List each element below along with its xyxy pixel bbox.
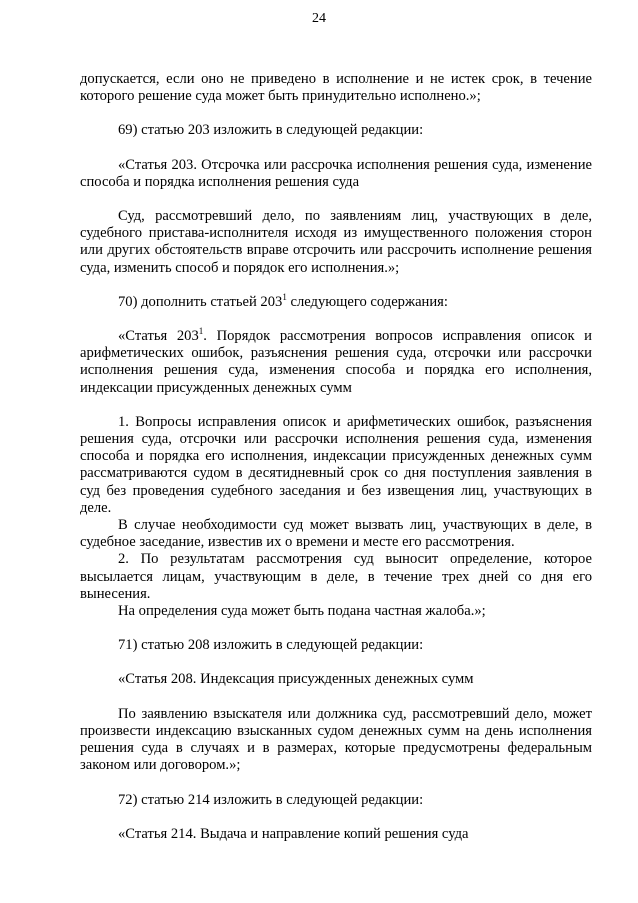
article-203-1-part-2: 2. По результатам рассмотрения суд выносит определение, которое высылается лицам, участвующим в деле, в течение трех дней со дня его вынесения. bbox=[80, 551, 592, 602]
article-203-body: Суд, рассмотревший дело, по заявлениям лиц, участвующих в деле, судебного пристава-исполнителя исходя из имущественного положения сторон или других обстоятельств вправе отсрочить или рассрочить исполнение решения суда, изменить способ и порядок его исполнения.»; bbox=[80, 208, 592, 276]
article-203-1-superscript: 1 bbox=[198, 326, 204, 337]
article-203-heading: «Статья 203. Отсрочка или рассрочка исполнения решения суда, изменение способа и порядка исполнения решения суда bbox=[80, 156, 592, 190]
article-208-heading: «Статья 208. Индексация присужденных денежных сумм bbox=[118, 671, 474, 688]
article-203-1-heading-before: «Статья 203 bbox=[118, 328, 199, 345]
article-214-heading: «Статья 214. Выдача и направление копий решения суда bbox=[118, 825, 469, 842]
article-203-1-heading bbox=[80, 328, 592, 397]
amendment-70-instruction bbox=[80, 291, 592, 311]
article-203-1-part-2-paragraph-2: На определения суда может быть подана частная жалоба.»; bbox=[118, 603, 486, 620]
amendment-71-instruction: 71) статью 208 изложить в следующей редакции: bbox=[118, 637, 424, 654]
amendment-70-text-before: 70) дополнить статьей 203 bbox=[118, 293, 283, 310]
article-203-1-part-1: 1. Вопросы исправления описок и арифметических ошибок, разъяснения решения суда, отсрочки или рассрочки исполнения решения суда, изменения способа и порядка его исполнения, индексации присужденных денежных сумм рассматриваются судом в десятидневный срок со дня поступления заявления в суд без проведения судебного заседания и без извещения лиц, участвующих в деле. bbox=[80, 413, 592, 516]
document-body bbox=[80, 71, 592, 843]
article-208-body: По заявлению взыскателя или должника суд, рассмотревший дело, может произвести индексацию взысканных судом денежных сумм на день исполнения решения суда в случаях и в размерах, которые предусмотрены федеральным законом или договором.»; bbox=[80, 705, 592, 774]
amendment-70-text-after: следующего содержания: bbox=[286, 293, 448, 310]
amendment-72-instruction: 72) статью 214 изложить в следующей редакции: bbox=[118, 791, 424, 808]
page-number: 24 bbox=[312, 11, 326, 26]
amendment-70-superscript: 1 bbox=[282, 291, 287, 302]
amendment-69-instruction: 69) статью 203 изложить в следующей редакции: bbox=[118, 122, 424, 139]
article-203-1-heading-after: . Порядок рассмотрения вопросов исправления описок и арифметических ошибок, разъяснения решения суда, отсрочки или рассрочки исполнения решения суда, изменения способа и порядка его исполнения, индексации присужденных денежных сумм bbox=[80, 328, 592, 396]
paragraph-continuation: допускается, если оно не приведено в исполнение и не истек срок, в течение которого решение суда может быть принудительно исполнено.»; bbox=[80, 71, 592, 105]
article-203-1-part-1-paragraph-2: В случае необходимости суд может вызвать лиц, участвующих в деле, в судебное заседание, известив их о времени и месте его рассмотрения. bbox=[80, 517, 592, 551]
